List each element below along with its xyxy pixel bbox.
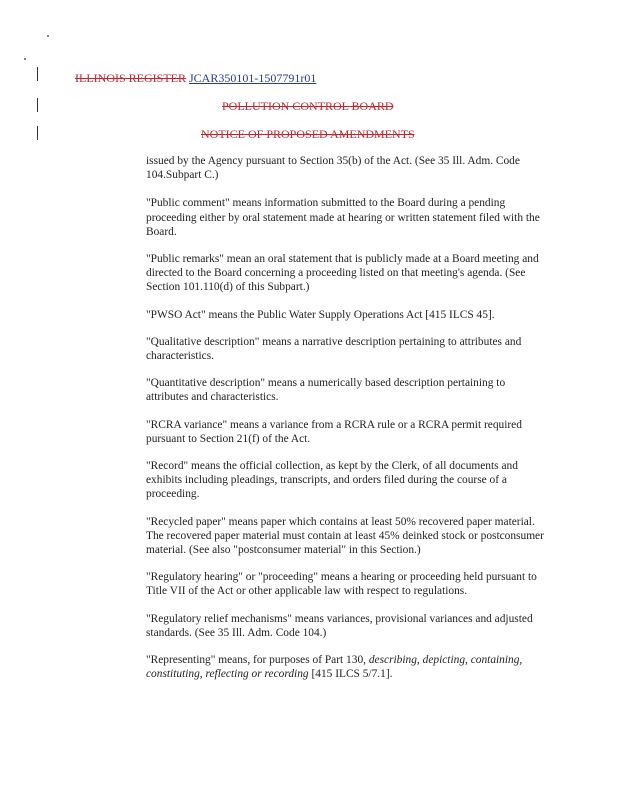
definition-record: "Record" means the official collection, as kept by the Clerk, of all documents and exhibits including pleadings, transcripts, and orders filed during the course of a proceeding. [146, 460, 518, 501]
definition-paragraph: issued by the Agency pursuant to Section 35(b) of the Act. (See 35 Ill. Adm. Code 104.Subpart C.) [146, 155, 520, 182]
definition-public-remarks: "Public remarks" mean an oral statement that is publicly made at a Board meeting and directed to the Board concerning a proceeding listed on that meeting's agenda. (See Section 101.110(d) of this Subpart.) [146, 253, 539, 294]
board-title-struck: POLLUTION CONTROL BOARD [222, 99, 394, 113]
definition-pwso-act: "PWSO Act" means the Public Water Supply Operations Act [415 ILCS 45]. [146, 308, 495, 321]
definition-public-comment: "Public comment" means information submitted to the Board during a pending proceeding either by oral statement made at hearing or written statement filed with the Board. [146, 197, 540, 238]
representing-citation: [415 ILCS 5/7.1]. [308, 668, 393, 681]
definition-recycled-paper: "Recycled paper" means paper which contains at least 50% recovered paper material. The recovered paper material must contain at least 45% deinked stock or postconsumer material. (See also "postconsumer material" in this Section.) [146, 515, 544, 557]
document-body [146, 154, 550, 694]
representing-text: "Representing" means, for purposes of Part 130, [146, 654, 369, 667]
register-title-struck: ILLINOIS REGISTER [75, 71, 186, 85]
definition-rcra-variance: "RCRA variance" means a variance from a RCRA rule or a RCRA permit required pursuant to Section 21(f) of the Act. [146, 418, 522, 445]
definition-regulatory-relief: "Regulatory relief mechanisms" means variances, provisional variances and adjusted standards. (See 35 Ill. Adm. Code 104.) [146, 612, 533, 639]
scan-speck [47, 35, 49, 37]
definition-quantitative-description: "Quantitative description" means a numerically based description pertaining to attributes and characteristics. [146, 377, 506, 404]
change-bar [37, 98, 38, 112]
definition-regulatory-hearing: "Regulatory hearing" or "proceeding" means a hearing or proceeding held pursuant to Title VII of the Act or other applicable law with respect to regulations. [146, 571, 537, 598]
notice-header [201, 127, 415, 141]
change-bar [37, 67, 38, 81]
board-header [222, 99, 394, 113]
scan-speck [24, 58, 26, 60]
change-bar [37, 126, 38, 140]
representing-italic-text: describing, depicting, containing, constituting, reflecting or recording [146, 654, 523, 681]
definition-qualitative-description: "Qualitative description" means a narrative description pertaining to attributes and characteristics. [146, 335, 522, 363]
notice-title-struck: NOTICE OF PROPOSED AMENDMENTS [201, 127, 415, 141]
register-header [75, 71, 316, 85]
definition-representing [146, 653, 550, 681]
register-id-inserted: JCAR350101-1507791r01 [189, 71, 317, 85]
